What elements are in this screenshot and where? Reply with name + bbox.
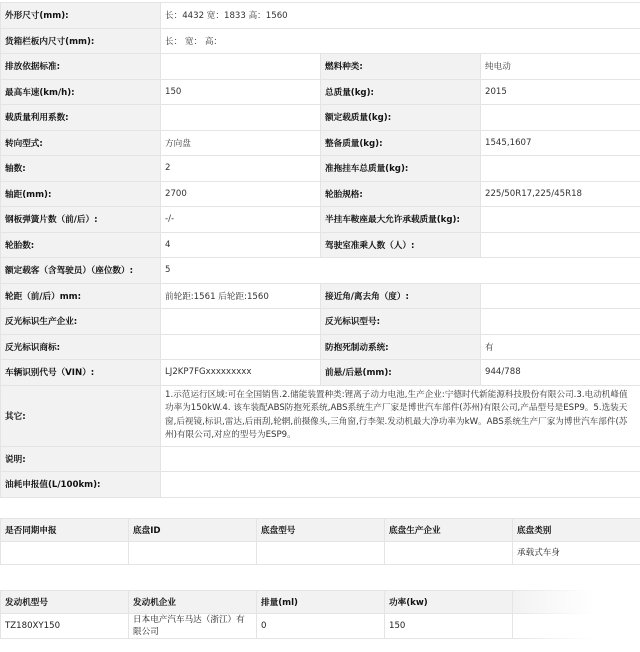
spec-value: 1545,1607	[481, 130, 640, 156]
spec-value	[161, 334, 321, 360]
chassis-header-cell: 底盘类别	[513, 519, 640, 542]
chassis-header-row	[1, 519, 640, 542]
spec-label: 额定载质量(kg):	[321, 105, 481, 131]
spec-row	[1, 360, 640, 386]
spec-value: 5	[161, 258, 640, 284]
spec-label: 排放依据标准:	[1, 54, 161, 80]
spec-value: 长： 宽： 高：	[161, 28, 640, 54]
spec-row	[1, 334, 640, 360]
spec-row	[1, 79, 640, 105]
spec-row	[1, 446, 640, 472]
chassis-header-cell: 底盘ID	[129, 519, 257, 542]
spec-value	[161, 54, 321, 80]
spec-label: 外形尺寸(mm):	[1, 3, 161, 29]
spec-label: 说明:	[1, 446, 161, 472]
spec-label: 最高车速(km/h):	[1, 79, 161, 105]
chassis-table	[0, 518, 640, 565]
chassis-header-cell: 底盘型号	[257, 519, 385, 542]
chassis-data-row	[1, 542, 640, 565]
spec-label: 反光标识型号:	[321, 309, 481, 335]
spec-value: 2700	[161, 181, 321, 207]
spec-value: 前轮距:1561 后轮距:1560	[161, 283, 321, 309]
spec-value	[481, 232, 640, 258]
engine-header-cell: 发动机企业	[129, 591, 257, 614]
spec-label: 半挂车鞍座最大允许承载质量(kg):	[321, 207, 481, 233]
spec-label: 驾驶室准乘人数（人）:	[321, 232, 481, 258]
engine-cell: TZ180XY150	[1, 614, 129, 639]
spec-row	[1, 258, 640, 284]
spec-label: 轮距（前/后）mm:	[1, 283, 161, 309]
spec-row	[1, 207, 640, 233]
spec-label: 接近角/离去角（度）:	[321, 283, 481, 309]
spec-value: -/-	[161, 207, 321, 233]
spec-value	[481, 105, 640, 131]
engine-header-cell	[513, 591, 640, 614]
spec-label: 载质量利用系数:	[1, 105, 161, 131]
spec-row	[1, 156, 640, 182]
spec-value	[161, 446, 640, 472]
spec-row	[1, 3, 640, 29]
engine-data-row	[1, 614, 640, 639]
spec-label: 轮胎规格:	[321, 181, 481, 207]
spec-value: 方向盘	[161, 130, 321, 156]
spec-value	[161, 309, 321, 335]
chassis-cell	[385, 542, 513, 565]
chassis-header-cell: 是否同期申报	[1, 519, 129, 542]
spec-row	[1, 309, 640, 335]
spec-value: 纯电动	[481, 54, 640, 80]
spec-label: 反光标识商标:	[1, 334, 161, 360]
spec-row	[1, 283, 640, 309]
spec-value: 944/788	[481, 360, 640, 386]
engine-table	[0, 590, 640, 639]
spec-label: 总质量(kg):	[321, 79, 481, 105]
engine-cell	[513, 614, 640, 639]
spec-value: 1.示范运行区域:可在全国销售.2.储能装置种类:锂离子动力电池,生产企业:宁德时代新能源科技股份有限公司.3.电动机峰值功率为150kW.4. 该车装配ABS防抱死系统,ABS系统生产厂家是博世汽车部件(苏州)有限公司,产品型号是ESP9。5.选装天窗,后视镜,标识,雷达,后雨刮,轮辋,前摄像头,三角窗,行李架.发动机最大净功率为kW。ABS系统生产厂家为博世汽车部件(苏州)有限公司,对应的型号为ESP9。	[161, 385, 640, 446]
spec-label: 前悬/后悬(mm):	[321, 360, 481, 386]
engine-cell: 日本电产汽车马达（浙江）有限公司	[129, 614, 257, 639]
vehicle-spec-table	[0, 2, 640, 498]
spec-row	[1, 130, 640, 156]
engine-cell: 150	[385, 614, 513, 639]
spec-label: 准拖挂车总质量(kg):	[321, 156, 481, 182]
engine-header-cell: 发动机型号	[1, 591, 129, 614]
spec-value: 150	[161, 79, 321, 105]
spec-label: 反光标识生产企业:	[1, 309, 161, 335]
spec-row	[1, 105, 640, 131]
engine-header-cell: 功率(kw)	[385, 591, 513, 614]
spec-value: 有	[481, 334, 640, 360]
engine-header-cell: 排量(ml)	[257, 591, 385, 614]
engine-cell: 0	[257, 614, 385, 639]
spec-value	[481, 283, 640, 309]
spec-value: 2	[161, 156, 321, 182]
spec-label: 防抱死制动系统:	[321, 334, 481, 360]
chassis-cell	[257, 542, 385, 565]
spec-label: 额定载客（含驾驶员）（座位数）:	[1, 258, 161, 284]
spec-label: 转向型式:	[1, 130, 161, 156]
spec-row	[1, 232, 640, 258]
spec-label: 其它:	[1, 385, 161, 446]
spec-value	[481, 309, 640, 335]
spec-value	[481, 207, 640, 233]
spec-row	[1, 472, 640, 498]
chassis-cell	[129, 542, 257, 565]
spec-row	[1, 385, 640, 446]
spec-row	[1, 28, 640, 54]
spec-label: 整备质量(kg):	[321, 130, 481, 156]
spec-row	[1, 54, 640, 80]
spec-value: LJ2KP7FGxxxxxxxxx	[161, 360, 321, 386]
spec-label: 燃料种类:	[321, 54, 481, 80]
spec-label: 钢板弹簧片数（前/后）:	[1, 207, 161, 233]
chassis-header-cell: 底盘生产企业	[385, 519, 513, 542]
spec-label: 车辆识别代号（VIN）:	[1, 360, 161, 386]
spec-value	[161, 105, 321, 131]
spec-label: 轴数:	[1, 156, 161, 182]
spec-value	[161, 472, 640, 498]
spec-label: 油耗申报值(L/100km):	[1, 472, 161, 498]
spec-value: 4	[161, 232, 321, 258]
spec-value: 长：4432 宽：1833 高：1560	[161, 3, 640, 29]
chassis-cell: 承载式车身	[513, 542, 640, 565]
spec-value	[481, 156, 640, 182]
spec-label: 轮胎数:	[1, 232, 161, 258]
chassis-cell	[1, 542, 129, 565]
spec-row	[1, 181, 640, 207]
spec-value: 2015	[481, 79, 640, 105]
spec-label: 轴距(mm):	[1, 181, 161, 207]
spec-value: 225/50R17,225/45R18	[481, 181, 640, 207]
spec-label: 货箱栏板内尺寸(mm):	[1, 28, 161, 54]
engine-header-row	[1, 591, 640, 614]
